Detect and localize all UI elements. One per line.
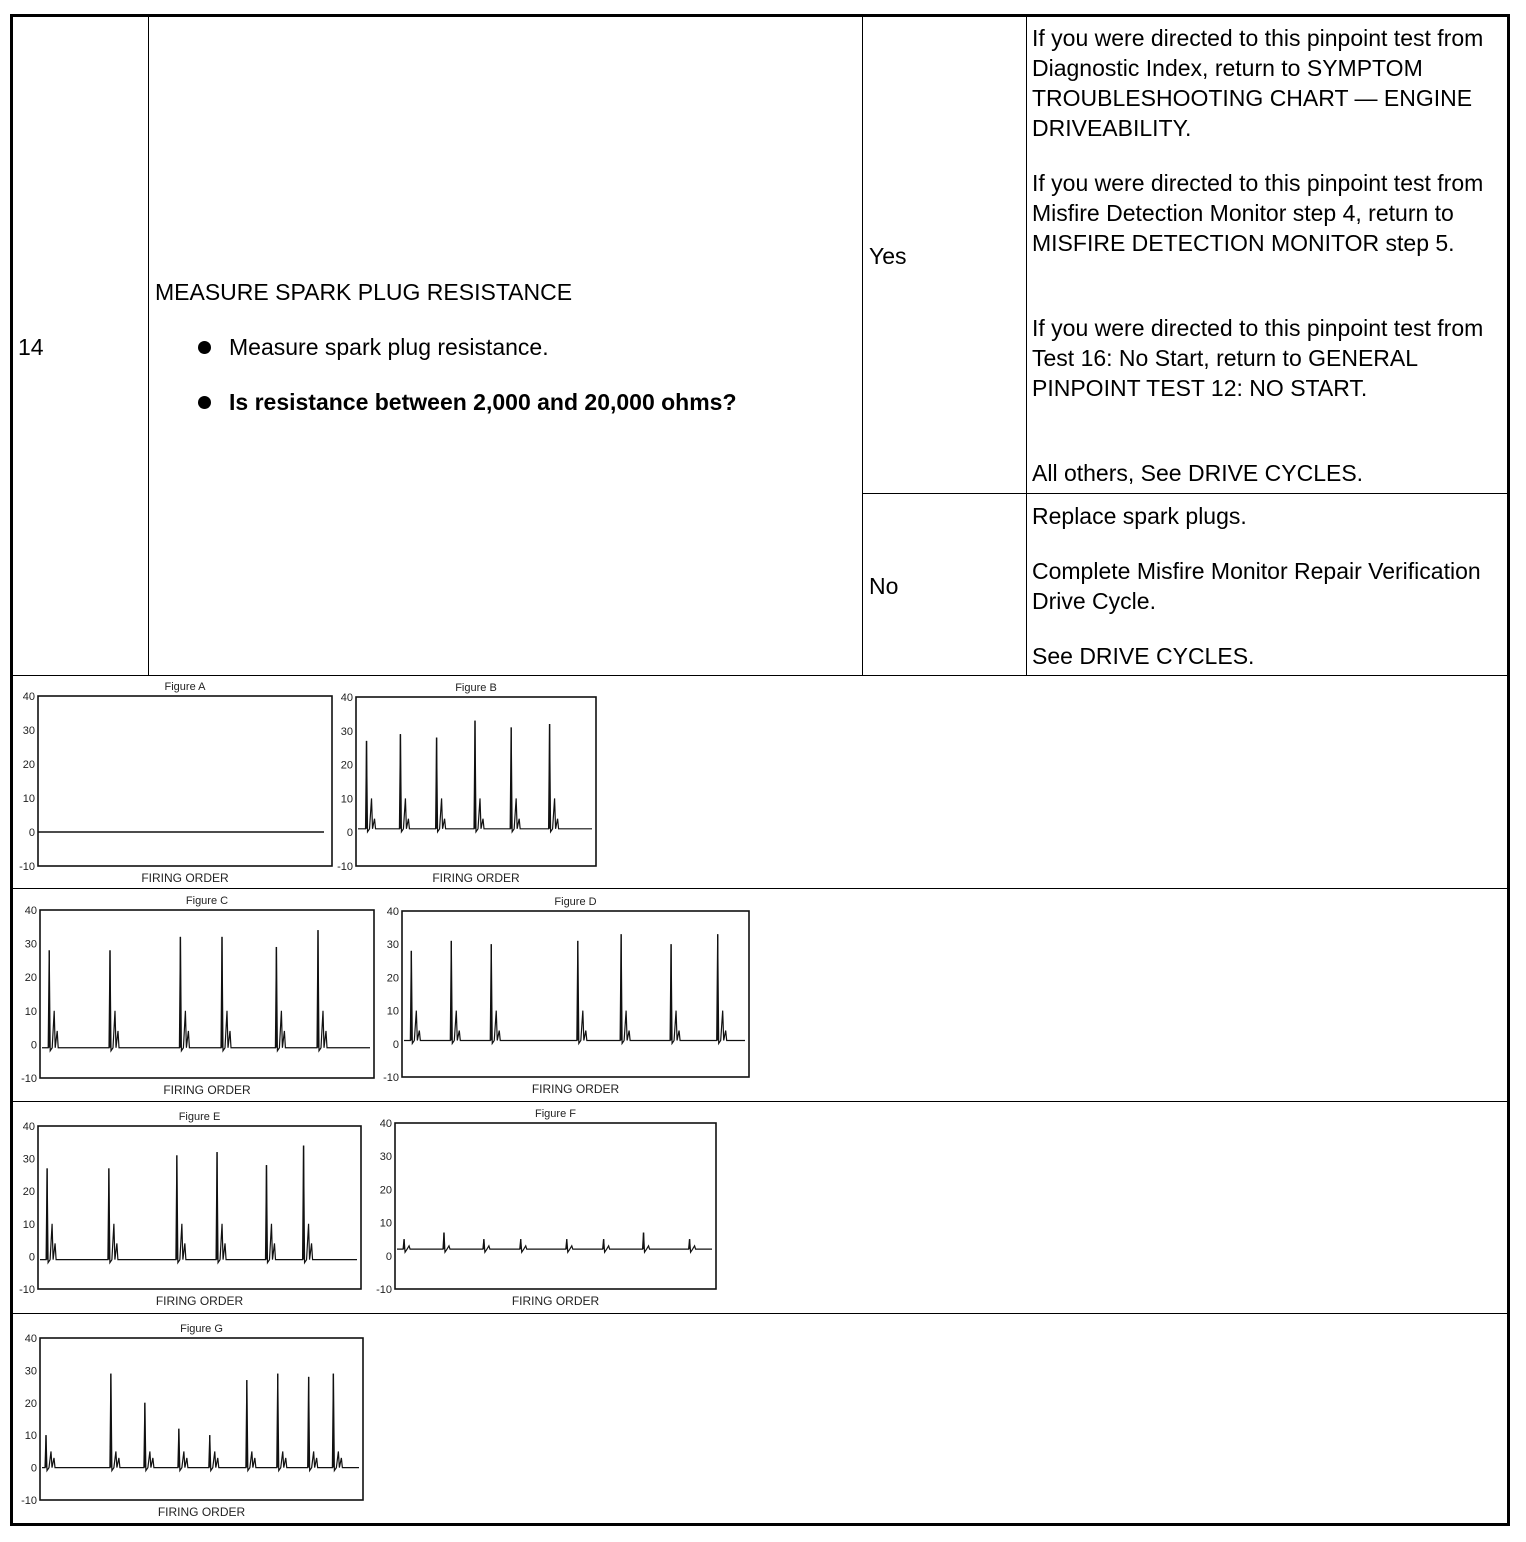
y-tick-label: -10 [21, 1073, 37, 1085]
no-paragraph-1: Replace spark plugs. [1032, 503, 1247, 529]
y-tick-label: 40 [24, 905, 37, 917]
row-divider-3 [12, 1101, 1508, 1102]
yes-paragraph-4: All others, See DRIVE CYCLES. [1032, 460, 1364, 486]
y-tick-label: 10 [386, 1005, 399, 1018]
yes-label: Yes [869, 243, 907, 269]
y-tick-label: 30 [340, 725, 353, 738]
figure-title: Figure D [554, 896, 597, 908]
y-tick-label: 10 [22, 793, 35, 805]
y-tick-label: 30 [22, 1153, 35, 1166]
y-tick-label: 30 [24, 938, 37, 951]
y-tick-label: 0 [346, 827, 353, 840]
y-tick-label: -10 [376, 1284, 392, 1296]
y-tick-label: 30 [22, 725, 35, 737]
y-tick-label: 40 [22, 691, 35, 703]
x-axis-label: FIRING ORDER [163, 1083, 251, 1097]
yes-no-divider [862, 493, 1508, 494]
yes-paragraph-3: If you were directed to this pinpoint test from Test 16: No Start, return to GENERAL PINPOINT TEST 12: NO START. [1032, 315, 1484, 401]
bullet-dot [198, 341, 211, 354]
col-divider-2 [862, 16, 863, 676]
col-divider-3 [1026, 16, 1027, 676]
y-tick-label: -10 [19, 1284, 35, 1296]
y-tick-label: 20 [24, 972, 37, 985]
y-tick-label: 40 [340, 692, 353, 704]
no-label: No [869, 573, 899, 599]
yes-paragraph-2: If you were directed to this pinpoint test from Misfire Detection Monitor step 4, return to MISFIRE DETECTION MONITOR step 5. [1032, 170, 1484, 256]
y-tick-label: 20 [379, 1184, 392, 1197]
figure-title: Figure B [455, 682, 497, 694]
x-axis-label: FIRING ORDER [432, 871, 520, 885]
y-tick-label: 0 [392, 1038, 399, 1051]
row-divider-4 [12, 1313, 1508, 1314]
y-tick-label: 40 [22, 1121, 35, 1133]
y-tick-label: 40 [379, 1118, 392, 1130]
figure-title: Figure E [178, 1111, 221, 1123]
no-paragraph-3: See DRIVE CYCLES. [1032, 643, 1255, 669]
y-tick-label: 0 [30, 1039, 37, 1052]
figure-title: Figure F [535, 1108, 576, 1120]
y-tick-label: 0 [28, 827, 35, 839]
step-title: MEASURE SPARK PLUG RESISTANCE [155, 279, 573, 305]
y-tick-label: 20 [386, 972, 399, 985]
y-tick-label: 30 [24, 1365, 37, 1378]
y-tick-label: 20 [22, 1186, 35, 1199]
figure-title: Figure A [164, 681, 206, 693]
col-divider-1 [148, 16, 149, 676]
x-axis-label: FIRING ORDER [511, 1294, 600, 1308]
y-tick-label: 20 [340, 759, 353, 772]
figure-title: Figure G [180, 1323, 223, 1335]
y-tick-label: 10 [22, 1218, 35, 1231]
y-tick-label: 10 [340, 793, 353, 806]
x-axis-label: FIRING ORDER [141, 871, 229, 885]
y-tick-label: 10 [24, 1005, 37, 1018]
row-divider-1 [12, 675, 1508, 676]
y-tick-label: 30 [379, 1151, 392, 1164]
y-tick-label: 20 [22, 759, 35, 771]
y-tick-label: 20 [24, 1397, 37, 1410]
y-tick-label: 30 [386, 939, 399, 952]
y-tick-label: 10 [24, 1430, 37, 1443]
y-tick-label: -10 [337, 861, 353, 873]
bullet-dot [198, 396, 211, 409]
y-tick-label: -10 [383, 1072, 399, 1084]
x-axis-label: FIRING ORDER [157, 1505, 246, 1519]
no-paragraph-2: Complete Misfire Monitor Repair Verification Drive Cycle. [1032, 558, 1481, 614]
y-tick-label: -10 [19, 861, 35, 873]
x-axis-label: FIRING ORDER [155, 1294, 244, 1308]
y-tick-label: 0 [30, 1462, 37, 1475]
x-axis-label: FIRING ORDER [531, 1082, 620, 1096]
y-tick-label: 0 [385, 1250, 392, 1263]
step-number: 14 [18, 334, 44, 360]
yes-paragraph-1: If you were directed to this pinpoint test from Diagnostic Index, return to SYMPTOM TROUBLESHOOTING CHART — ENGINE DRIVEABILITY. [1032, 25, 1484, 141]
y-tick-label: 10 [379, 1217, 392, 1230]
step-bullet-1: Measure spark plug resistance. [229, 334, 549, 360]
y-tick-label: 40 [24, 1333, 37, 1345]
y-tick-label: 0 [28, 1251, 35, 1264]
y-tick-label: -10 [21, 1495, 37, 1507]
y-tick-label: 40 [386, 906, 399, 918]
figure-title: Figure C [185, 895, 229, 907]
step-bullet-2: Is resistance between 2,000 and 20,000 ohms? [229, 389, 737, 415]
row-divider-2 [12, 888, 1508, 889]
